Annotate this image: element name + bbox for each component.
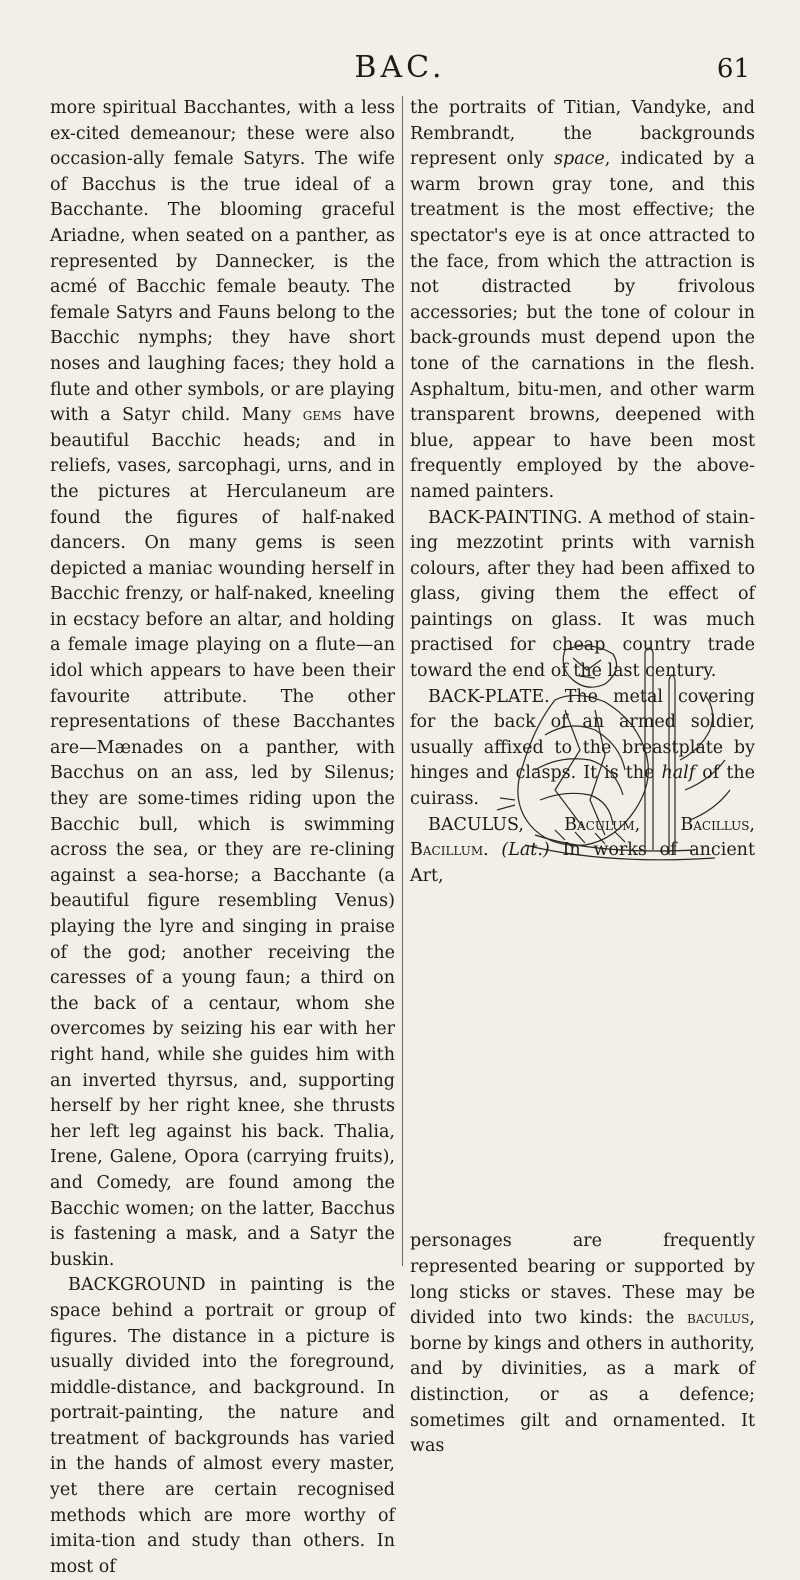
paragraph-text: more spiritual Bacchantes, with a less ex-cited demeanour; these were also occasion-ally female Satyrs. The wife of Bacchus is the true ideal of a Bacchante. The blooming graceful Ariadne, when seated on a panther, as represented by Dannecker, is the acmé of Bacchic female beauty. The female Satyrs and Fauns belong to the Bacchic nymphs; they have short noses and laughing faces; they hold a flute and other symbols, or are playing with a Satyr child. Many <box>50 98 395 426</box>
cross-reference: gems <box>302 405 342 426</box>
entry-term: BACKGROUND <box>68 1275 206 1296</box>
background-continuation <box>410 96 755 506</box>
paragraph-text: personages are frequently represented bearing or supported by long sticks or staves. These may be divided into two kinds: the <box>410 1231 755 1329</box>
page-number: 61 <box>716 54 750 84</box>
column-divider <box>402 96 403 1266</box>
emphasis: space <box>554 149 605 170</box>
figure-spacer <box>410 889 755 1229</box>
paragraph-text: have beautiful Bacchic heads; and in reliefs, vases, sarcophagi, urns, and in the pictures at Herculaneum are found the figures of half-naked dancers. On many gems is seen depicted a maniac wounding herself in Bacchic frenzy, or half-naked, kneeling in ecstacy before an altar, and holding a female image playing on a flute—an idol which appears to have been their favourite attribute. The other representations of these Bacchantes are—Mænades on a panther, with Bacchus on an ass, led by Silenus; they are some-times riding upon the Bacchic bull, which is swimming across the sea, or they are re-clining against a sea-horse; a Bacchante (a beautiful figure resembling Venus) playing the lyre and singing in praise of the god; another receiving the caresses of a young faun; a third on the back of a centaur, whom she overcomes by seizing his ear with her right hand, while she guides him with an inverted thyrsus, and, supporting herself by her right knee, she thrusts her left leg against his back. Thalia, Irene, Galene, Opora (carrying fruits), and Comedy, are found among the Bacchic women; on the latter, Bacchus is fastening a mask, and a Satyr the buskin. <box>50 405 395 1270</box>
entry-variants: Baculum, Bacillus, Bacillum. <box>410 814 755 861</box>
entry-text: The metal covering for the back of an armed soldier, usually affixed to the breastplate by hinges and clasps. It is the <box>410 686 755 784</box>
entry-text: in painting is the space behind a portrait or group of figures. The distance in a picture is usually divided into the foreground, middle-distance, and background. In portrait-painting, the nature and treatment of backgrounds has varied in the hands of almost every master, yet there are certain recognised methods which are more worthy of imita-tion and study than others. In most of <box>50 1275 395 1577</box>
cross-reference: baculus <box>686 1308 750 1329</box>
entry-term: BACULUS, <box>428 814 524 835</box>
entry-text: of the cuirass. <box>410 763 755 810</box>
entry-term: BACK-PLATE. <box>428 686 550 707</box>
running-head <box>0 50 800 86</box>
emphasis: half <box>661 763 696 784</box>
baculus-engraving <box>495 640 745 870</box>
left-column <box>50 96 395 1580</box>
background-entry <box>50 1273 395 1580</box>
paragraph-text: , indicated by a warm brown gray tone, and this treatment is the most effective; the spectator's eye is at once attracted to the face, from which the attraction is not distracted by frivolous accessories; but the tone of colour in back-grounds must depend upon the tone of the carnations in the flesh. Asphaltum, bitu-men, and other warm transparent browns, deepened with blue, appear to have been most frequently employed by the above-named painters. <box>410 149 755 502</box>
paragraph-text: , borne by kings and others in authority, and by divinities, as a mark of distinction, or as a defence; sometimes gilt and ornamented. It was <box>410 1308 755 1457</box>
paragraph-text: the portraits of Titian, Vandyke, and Rembrandt, the backgrounds represent only <box>410 98 755 170</box>
bacchantes-paragraph <box>50 96 395 1273</box>
entry-text: A method of stain-ing mezzotint prints with varnish colours, after they had been affixed to glass, giving them the effect of paintings on glass. It was much practised for cheap country trade toward the end of the last century. <box>410 507 755 682</box>
emphasis: (Lat.) <box>501 840 550 861</box>
entry-term: BACK-PAINTING. <box>428 507 583 528</box>
baculus-continuation <box>410 1229 755 1459</box>
running-title: BAC. <box>354 50 446 85</box>
entry-text: In works of ancient Art, <box>410 840 755 886</box>
